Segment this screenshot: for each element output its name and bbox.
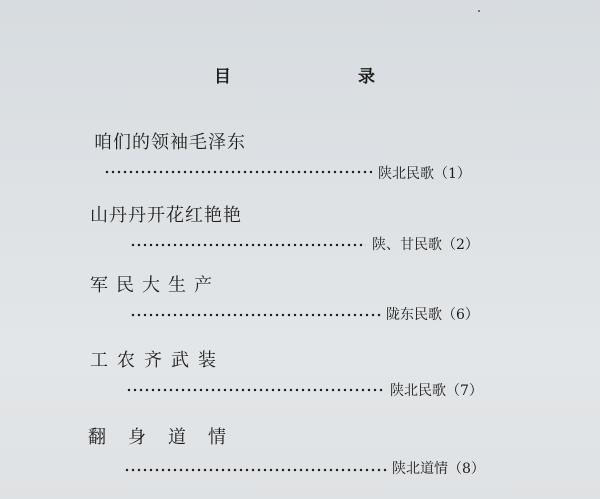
toc-heading <box>0 62 600 88</box>
toc-entry-title: 翻身道情 <box>88 427 248 448</box>
toc-entry-title: 军民大生产 <box>90 275 220 296</box>
toc-entry-title: 咱们的领袖毛泽东 <box>94 132 246 153</box>
toc-entry-source: 陕北民歌（7） <box>390 383 483 399</box>
leader-dots <box>126 388 384 392</box>
toc-entry-title: 工农齐武装 <box>90 350 225 371</box>
leader-dots <box>124 468 388 472</box>
leader-dots <box>130 243 366 247</box>
toc-heading-char-2: 录 <box>358 67 375 87</box>
toc-entry-title: 山丹丹开花红艳艳 <box>90 205 242 226</box>
leader-dots <box>130 313 382 317</box>
toc-entry-source: 陕北民歌（1） <box>378 166 471 182</box>
toc-entry-source: 陕北道情（8） <box>392 461 485 477</box>
leader-dots <box>104 170 372 174</box>
toc-entry-source: 陇东民歌（6） <box>386 307 479 323</box>
toc-heading-char-1: 目 <box>214 67 231 87</box>
toc-entry-source: 陕、甘民歌（2） <box>372 237 479 253</box>
print-speck <box>478 10 480 12</box>
